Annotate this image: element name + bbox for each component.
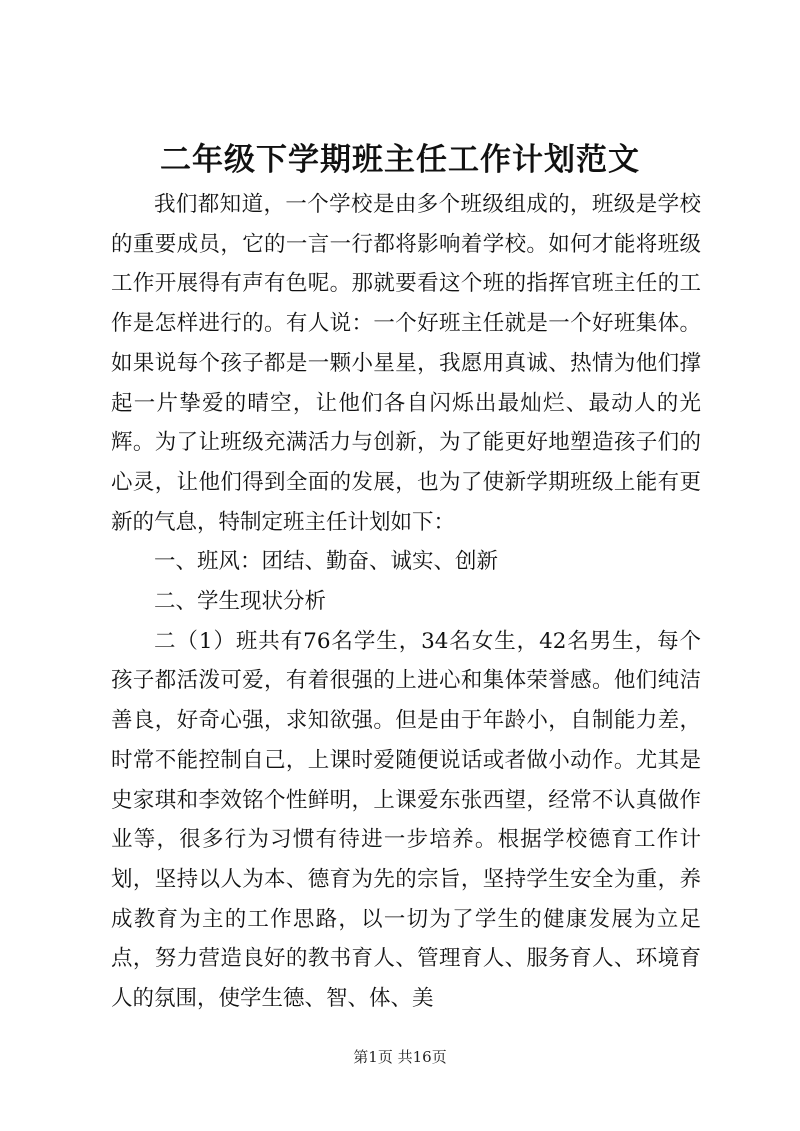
paragraph-section-heading: 二、学生现状分析 bbox=[154, 589, 327, 615]
document-body bbox=[111, 185, 701, 1019]
document-title: 二年级下学期班主任工作计划范文 bbox=[160, 142, 640, 178]
paragraph-intro: 我们都知道，一个学校是由多个班级组成的，班级是学校的重要成员，它的一言一行都将影响着学校。如何才能将班级工作开展得有声有色呢。那就要看这个班的指挥官班主任的工作是怎样进行的。有人说：一个好班主任就是一个好班集体。如果说每个孩子都是一颗小星星，我愿用真诚、热情为他们撑起一片挚爱的晴空，让他们各自闪烁出最灿烂、最动人的光辉。为了让班级充满活力与创新，为了能更好地塑造孩子们的心灵，让他们得到全面的发展，也为了使新学期班级上能有更新的气息，特制定班主任计划如下： bbox=[111, 192, 701, 535]
paragraph-class-style: 一、班风：团结、勤奋、诚实、创新 bbox=[154, 549, 499, 575]
page-number-footer: 第1页 共16页 bbox=[353, 1048, 447, 1066]
paragraph-student-analysis: 二（1）班共有76名学生，34名女生，42名男生，每个孩子都活泼可爱，有着很强的上进心和集体荣誉感。他们纯洁善良，好奇心强，求知欲强。但是由于年龄小，自制能力差，时常不能控制自己，上课时爱随便说话或者做小动作。尤其是史家琪和李效铭个性鲜明，上课爱东张西望，经常不认真做作业等，很多行为习惯有待进一步培养。根据学校德育工作计划，坚持以人为本、德育为先的宗旨，坚持学生安全为重，养成教育为主的工作思路，以一切为了学生的健康发展为立足点，努力营造良好的教书育人、管理育人、服务育人、环境育人的氛围，使学生德、智、体、美 bbox=[111, 628, 701, 1012]
